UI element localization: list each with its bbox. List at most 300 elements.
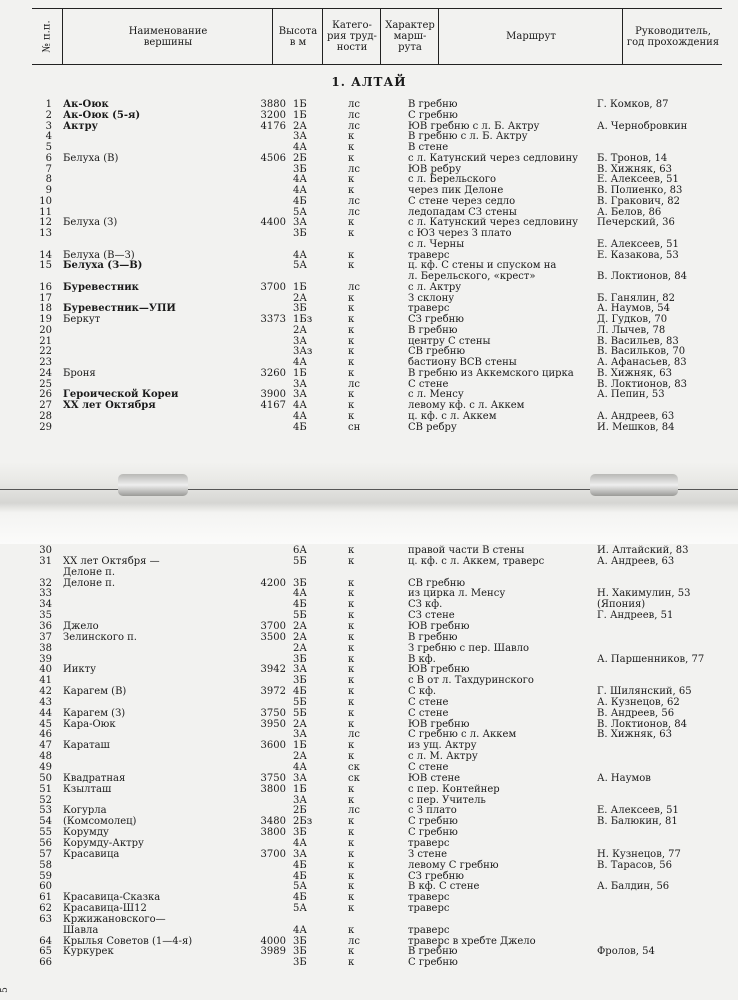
route-description: ЮВ гребню [408, 718, 470, 730]
leader-year: Г. Шилянский, 65 [597, 686, 692, 698]
row-number: 50 [39, 772, 52, 784]
difficulty-category: 2А [293, 292, 307, 304]
difficulty-category: 3Б [293, 827, 307, 839]
difficulty-category: 5А [293, 206, 307, 218]
difficulty-category: 2А [293, 751, 307, 763]
route-description: С гребню [408, 827, 458, 839]
row-number: 11 [39, 206, 52, 218]
route-character: к [348, 174, 355, 186]
binder-clip-right [590, 474, 678, 496]
peak-height: 3200 [260, 109, 286, 121]
difficulty-category: 5А [293, 881, 307, 893]
difficulty-category: 3А [293, 794, 307, 806]
route-character: ск [348, 772, 360, 784]
route-character: к [348, 642, 355, 654]
peak-name: Белуха (З) [63, 217, 118, 229]
peak-name: Зелинского п. [63, 631, 137, 643]
difficulty-category: 1Б [293, 109, 307, 121]
route-description: ц. кф. с л. Аккем, траверс [408, 555, 545, 567]
route-description: траверс [408, 303, 450, 315]
route-character: к [348, 620, 355, 632]
route-description: бастиону ВСВ стены [408, 357, 517, 368]
route-description: левому С гребню [408, 859, 499, 871]
route-description: В стене [408, 142, 449, 153]
route-character: к [348, 335, 355, 347]
leader-year: Е. Алексеев, 51 [597, 805, 679, 817]
route-character: к [348, 686, 355, 698]
row-number: 27 [39, 400, 52, 411]
difficulty-category: 2Б [293, 152, 307, 164]
peak-name: Буревестник [63, 281, 139, 293]
peak-height: 3950 [260, 718, 286, 730]
route-description: с л. Берельского [408, 174, 497, 186]
route-description: ц. кф. С стены и спуском на [408, 260, 557, 272]
row-number: 25 [39, 378, 52, 390]
difficulty-category: 3Б [293, 577, 307, 589]
row-number: 26 [39, 389, 52, 401]
route-description: СЗ стене [408, 610, 455, 622]
row-number: 1 [45, 99, 52, 110]
peak-name: Шавла [63, 924, 99, 936]
difficulty-category: 4А [293, 400, 307, 411]
route-description: СВ ребру [408, 421, 457, 433]
leader-year: А. Кузнецов, 62 [597, 696, 680, 708]
leader-year: А. Белов, 86 [597, 206, 662, 218]
row-number: 4 [45, 131, 52, 143]
row-number: 53 [39, 805, 52, 817]
leader-year: В. Васильков, 70 [597, 346, 686, 358]
row-number: 63 [39, 913, 52, 925]
route-character: к [348, 185, 355, 196]
peak-height: 3800 [260, 783, 286, 795]
peak-name: Белуха (В) [63, 152, 119, 164]
row-number: 55 [39, 827, 52, 839]
row-number: 49 [39, 762, 52, 773]
route-description: З склону [408, 292, 455, 304]
route-character: к [348, 751, 355, 763]
header-route: Маршрут [438, 9, 623, 64]
row-number: 9 [45, 185, 52, 196]
route-description: В гребню [408, 631, 458, 643]
row-number: 48 [39, 751, 52, 763]
route-character: лс [348, 281, 360, 293]
peak-name: Ак-Оюк (5-я) [63, 109, 141, 121]
peak-height: 3260 [260, 367, 286, 379]
peak-name: Крылья Советов (1—4-я) [63, 935, 193, 947]
peak-name: Квадратная [63, 772, 126, 784]
route-description: л. Берельского, «крест» [408, 271, 536, 282]
route-description: с л. Катунский через седловину [408, 152, 579, 164]
difficulty-category: 3Б [293, 675, 307, 687]
route-character: к [348, 870, 355, 882]
route-character: лс [348, 805, 360, 817]
route-description: траверс [408, 903, 450, 915]
route-description: с л. Актру [408, 281, 462, 293]
route-character: к [348, 249, 355, 261]
route-description: СВ гребню [408, 577, 466, 589]
route-description: С гребню [408, 957, 458, 969]
peak-name: XX лет Октября — [63, 555, 160, 567]
row-number: 22 [39, 346, 52, 358]
peak-height: 3700 [260, 848, 286, 860]
difficulty-category: 4А [293, 588, 307, 600]
route-character: к [348, 631, 355, 643]
difficulty-category: 4Б [293, 859, 307, 871]
route-character: лс [348, 729, 360, 741]
route-description: правой части В стены [408, 545, 525, 556]
row-number: 40 [39, 664, 52, 676]
route-description: с пер. Контейнер [408, 783, 500, 795]
route-description: с В от л. Тахдуринского [408, 675, 534, 687]
leader-year: И. Алтайский, 83 [597, 545, 689, 556]
row-number: 18 [39, 303, 52, 315]
difficulty-category: 3А [293, 389, 307, 401]
route-description: из ущ. Актру [408, 740, 477, 752]
route-description: СЗ гребню [408, 870, 465, 882]
route-description: В гребню с л. Б. Актру [408, 131, 528, 143]
route-character: к [348, 816, 355, 828]
peak-name: Ак-Оюк [63, 99, 109, 110]
route-description: СЗ кф. [408, 599, 443, 611]
leader-year: Фролов, 54 [597, 946, 655, 958]
route-character: лс [348, 206, 360, 218]
peak-name: Героической Кореи [63, 389, 179, 401]
row-number: 7 [45, 163, 52, 175]
row-number: 2 [45, 109, 52, 121]
route-character: к [348, 131, 355, 143]
route-description: с З плато [408, 805, 457, 817]
row-number: 36 [39, 620, 52, 632]
row-number: 28 [39, 410, 52, 422]
route-description: СЗ гребню [408, 314, 465, 325]
route-character: к [348, 152, 355, 164]
difficulty-category: 6А [293, 545, 307, 556]
section-title: 1. АЛТАЙ [331, 75, 407, 89]
peak-name: Корумду-Актру [63, 837, 144, 849]
route-character: к [348, 946, 355, 958]
route-character: к [348, 610, 355, 622]
row-number: 3 [45, 120, 52, 132]
route-description: с л. Катунский через седловину [408, 217, 579, 229]
difficulty-category: 4А [293, 410, 307, 422]
route-description: З гребню с пер. Шавло [408, 642, 530, 654]
route-description: ЮВ гребню [408, 664, 470, 676]
row-number: 10 [39, 195, 52, 207]
difficulty-category: 3А [293, 772, 307, 784]
row-number: 31 [39, 555, 52, 567]
leader-year: А. Наумов, 54 [597, 303, 671, 315]
difficulty-category: 4А [293, 249, 307, 261]
route-character: к [348, 848, 355, 860]
peak-height: 3942 [260, 664, 286, 676]
row-number: 66 [39, 957, 52, 969]
leader-year: И. Мешков, 84 [597, 421, 675, 433]
route-character: к [348, 696, 355, 708]
row-number: 62 [39, 903, 52, 915]
route-description: С кф. [408, 686, 437, 698]
leader-year: Д. Гудков, 70 [597, 314, 668, 325]
row-number: 60 [39, 881, 52, 893]
leader-year: Е. Казакова, 53 [597, 249, 679, 261]
route-description: ЮВ ребру [408, 163, 462, 175]
peak-height: 3750 [260, 772, 286, 784]
leader-year: В. Локтионов, 84 [597, 718, 687, 730]
route-character: к [348, 859, 355, 871]
route-character: к [348, 410, 355, 422]
route-description: С стене [408, 762, 449, 773]
leader-year: В. Хижняк, 63 [597, 729, 672, 741]
peak-name: Буревестник—УПИ [63, 303, 176, 315]
peak-height: 3750 [260, 707, 286, 719]
route-character: к [348, 664, 355, 676]
route-character: к [348, 260, 355, 272]
route-character: к [348, 400, 355, 411]
difficulty-category: 3А [293, 335, 307, 347]
leader-year: В. Балюкин, 81 [597, 816, 678, 828]
route-character: сн [348, 421, 361, 433]
row-number: 19 [39, 314, 52, 325]
route-description: В гребню [408, 946, 458, 958]
route-character: лс [348, 109, 360, 121]
route-description: С стене [408, 707, 449, 719]
peak-height: 4000 [260, 935, 286, 947]
difficulty-category: 1Б [293, 783, 307, 795]
difficulty-category: 3А [293, 217, 307, 229]
difficulty-category: 2А [293, 620, 307, 632]
route-description: через пик Делоне [408, 185, 504, 196]
row-number: 13 [39, 228, 52, 239]
peak-name: Красавица-Сказка [63, 892, 161, 904]
route-character: к [348, 389, 355, 401]
leader-year: В. Полиенко, 83 [597, 185, 683, 196]
peak-name: Карагем (В) [63, 686, 127, 698]
row-number: 58 [39, 859, 52, 871]
route-description: В гребню [408, 99, 458, 110]
row-number: 23 [39, 357, 52, 368]
row-number: 38 [39, 642, 52, 654]
row-number: 5 [45, 142, 52, 153]
difficulty-category: 4Б [293, 686, 307, 698]
leader-year: Н. Хакимулин, 53 [597, 588, 691, 600]
leader-year: В. Локтионов, 83 [597, 378, 687, 390]
difficulty-category: 3Б [293, 653, 307, 665]
row-number: 32 [39, 577, 52, 589]
difficulty-category: 4А [293, 837, 307, 849]
route-character: к [348, 577, 355, 589]
difficulty-category: 3Аз [293, 346, 313, 358]
route-character: к [348, 718, 355, 730]
row-number: 39 [39, 653, 52, 665]
difficulty-category: 3Б [293, 228, 307, 239]
difficulty-category: 3Б [293, 935, 307, 947]
route-character: к [348, 217, 355, 229]
row-number: 14 [39, 249, 52, 261]
difficulty-category: 5Б [293, 610, 307, 622]
peak-name: Куркурек [63, 946, 114, 958]
leader-year: Г. Андреев, 51 [597, 610, 674, 622]
leader-year: Г. Комков, 87 [597, 99, 669, 110]
leader-year: А. Афанасьев, 83 [597, 357, 687, 368]
route-character: к [348, 881, 355, 893]
row-number: 15 [39, 260, 52, 272]
route-description: С стене [408, 696, 449, 708]
route-description: С гребню с л. Аккем [408, 729, 517, 741]
route-description: из цирка л. Менсу [408, 588, 506, 600]
route-description: с ЮЗ через З плато [408, 228, 512, 239]
leader-year: А. Наумов [597, 772, 651, 784]
row-number: 45 [39, 718, 52, 730]
route-description: С гребню [408, 816, 458, 828]
route-character: к [348, 555, 355, 567]
peak-name: Иикту [63, 664, 97, 676]
row-number: 59 [39, 870, 52, 882]
peak-height: 3972 [260, 686, 286, 698]
peak-height: 3900 [260, 389, 286, 401]
row-number: 54 [39, 816, 52, 828]
leader-year: В. Гракович, 82 [597, 195, 680, 207]
row-number: 29 [39, 421, 52, 433]
difficulty-category: 5Б [293, 696, 307, 708]
peak-name: Красавица [63, 848, 120, 860]
leader-year: А. Пепин, 53 [597, 389, 665, 401]
peak-height: 4400 [260, 217, 286, 229]
difficulty-category: 2А [293, 120, 307, 132]
difficulty-category: 4Б [293, 599, 307, 611]
difficulty-category: 2Б [293, 805, 307, 817]
route-character: к [348, 675, 355, 687]
peak-name: Белуха (З—В) [63, 260, 143, 272]
route-character: к [348, 367, 355, 379]
row-number: 30 [39, 545, 52, 556]
route-description: с л. М. Актру [408, 751, 478, 763]
peak-name: Белуха (В—З) [63, 249, 135, 261]
difficulty-category: 2Бз [293, 816, 313, 828]
route-character: к [348, 892, 355, 904]
header-character: Характер марш- рута [380, 9, 439, 64]
difficulty-category: 4А [293, 924, 307, 936]
row-number: 34 [39, 599, 52, 611]
page-number: 5 [0, 987, 10, 993]
row-number: 56 [39, 837, 52, 849]
header-height: Высота в м [272, 9, 323, 64]
difficulty-category: 3Б [293, 957, 307, 969]
route-description: с л. Менсу [408, 389, 464, 401]
route-character: к [348, 924, 355, 936]
leader-year: В. Локтионов, 84 [597, 271, 687, 282]
route-description: З стене [408, 848, 448, 860]
route-description: В кф. С стене [408, 881, 480, 893]
route-character: к [348, 142, 355, 153]
route-character: к [348, 545, 355, 556]
route-description: с л. Черны [408, 238, 465, 250]
leader-year: (Япония) [597, 599, 646, 611]
row-number: 33 [39, 588, 52, 600]
header-leader: Руководитель, год прохождения [622, 9, 723, 64]
row-number: 8 [45, 174, 52, 186]
route-character: лс [348, 99, 360, 110]
route-description: С стене [408, 378, 449, 390]
peak-height: 3700 [260, 620, 286, 632]
difficulty-category: 3А [293, 848, 307, 860]
route-character: к [348, 740, 355, 752]
difficulty-category: 4Б [293, 195, 307, 207]
peak-height: 3600 [260, 740, 286, 752]
row-number: 43 [39, 696, 52, 708]
route-character: лс [348, 195, 360, 207]
route-character: ск [348, 762, 360, 773]
peak-name: Броня [63, 367, 96, 379]
route-character: лс [348, 378, 360, 390]
difficulty-category: 1Б [293, 281, 307, 293]
route-description: траверс [408, 892, 450, 904]
peak-height: 3989 [260, 946, 286, 958]
peak-name: Кзылташ [63, 783, 112, 795]
route-character: к [348, 588, 355, 600]
difficulty-category: 4А [293, 762, 307, 773]
row-number: 51 [39, 783, 52, 795]
difficulty-category: 4А [293, 174, 307, 186]
difficulty-category: 2А [293, 631, 307, 643]
difficulty-category: 2А [293, 642, 307, 654]
route-character: к [348, 794, 355, 806]
row-number: 46 [39, 729, 52, 741]
route-description: ЮВ стене [408, 772, 461, 784]
difficulty-category: 5Б [293, 555, 307, 567]
leader-year: А. Чернобровкин [597, 120, 688, 132]
peak-height: 3500 [260, 631, 286, 643]
route-description: В кф. [408, 653, 436, 665]
leader-year: Печерский, 36 [597, 217, 675, 229]
peak-height: 3880 [260, 99, 286, 110]
leader-year: В. Васильев, 83 [597, 335, 679, 347]
route-description: ЮВ гребню [408, 620, 470, 632]
route-description: траверс [408, 924, 450, 936]
route-description: С гребню [408, 109, 458, 121]
row-number: 42 [39, 686, 52, 698]
route-description: В гребню [408, 324, 458, 336]
route-character: к [348, 599, 355, 611]
difficulty-category: 1Б [293, 99, 307, 110]
route-description: В гребню из Аккемского цирка [408, 367, 574, 379]
difficulty-category: 2А [293, 718, 307, 730]
route-character: лс [348, 120, 360, 132]
peak-name: Кржижановского— [63, 913, 166, 925]
peak-name: XX лет Октября [63, 400, 156, 411]
route-description: С стене через седло [408, 195, 516, 207]
peak-height: 4506 [260, 152, 286, 164]
difficulty-category: 3А [293, 664, 307, 676]
row-number: 6 [45, 152, 52, 164]
difficulty-category: 4Б [293, 892, 307, 904]
peak-height: 4176 [260, 120, 286, 132]
route-character: к [348, 837, 355, 849]
row-number: 37 [39, 631, 52, 643]
route-description: траверс в хребте Джело [408, 935, 536, 947]
route-description: траверс [408, 837, 450, 849]
header-category: Катего- рия труд- ности [322, 9, 381, 64]
leader-year: А. Балдин, 56 [597, 881, 670, 893]
leader-year: Б. Ганялин, 82 [597, 292, 676, 304]
leader-year: Е. Алексеев, 51 [597, 174, 679, 186]
difficulty-category: 3А [293, 378, 307, 390]
peak-height: 3800 [260, 827, 286, 839]
peak-height: 4167 [260, 400, 286, 411]
table-header [32, 8, 722, 65]
peak-height: 3480 [260, 816, 286, 828]
route-character: к [348, 957, 355, 969]
route-character: к [348, 314, 355, 325]
route-character: лс [348, 163, 360, 175]
